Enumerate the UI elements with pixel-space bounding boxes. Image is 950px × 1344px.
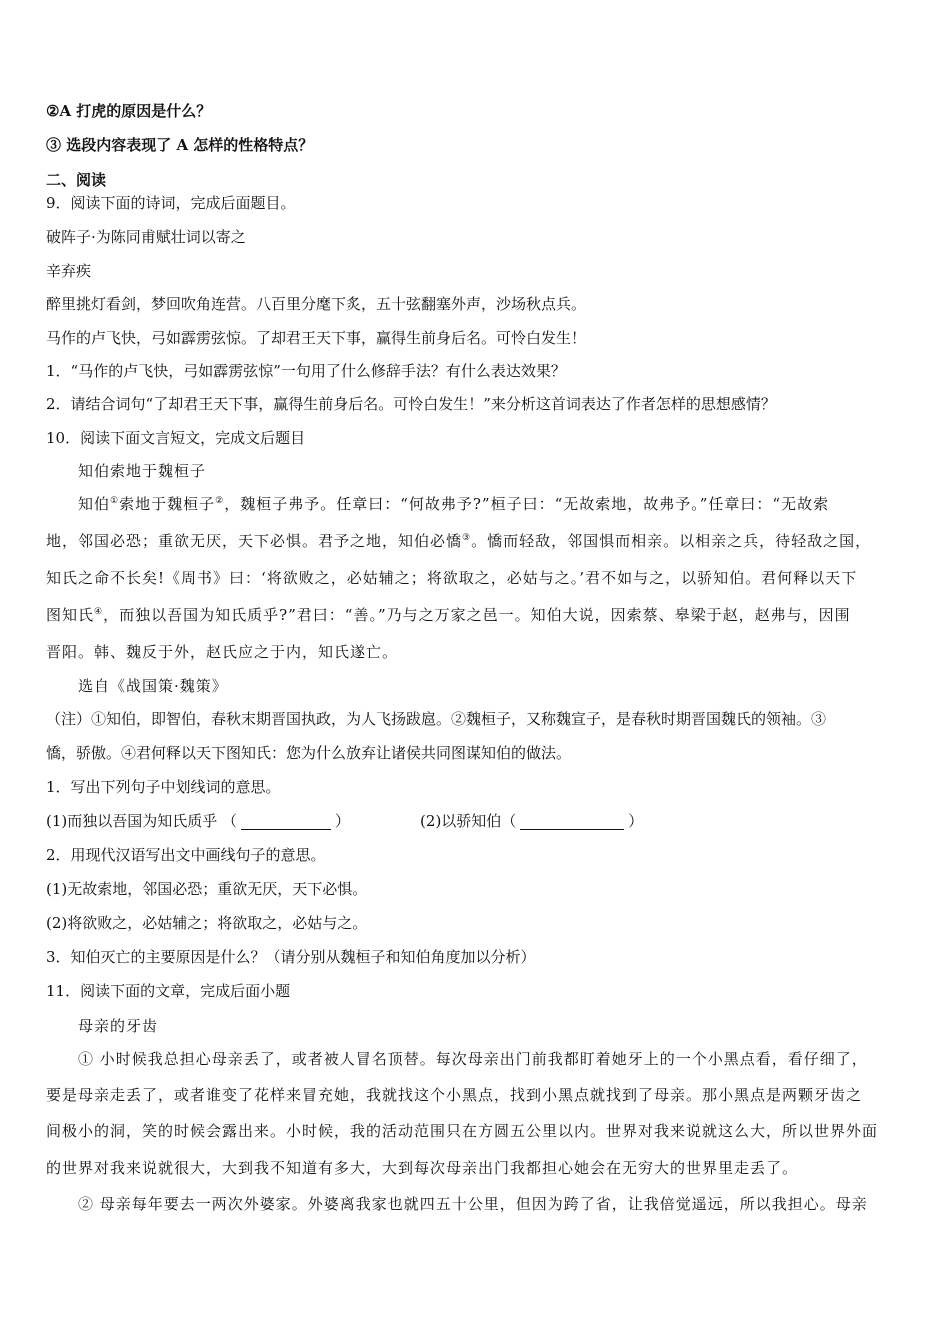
- q11-para1-line1: ① 小时候我总担心母亲丢了，或者被人冒名顶替。每次母亲出门前我都盯着她牙上的一个小黑点看，看仔细了，: [78, 1050, 868, 1068]
- q10-note-line1: （注）①知伯，即智伯，春秋末期晋国执政，为人飞扬跋扈。②魏桓子，又称魏宣子，是春秋时期晋国魏氏的领袖。③: [46, 710, 827, 728]
- q11-title: 母亲的牙齿: [78, 1017, 159, 1035]
- q10-source: 选自《战国策·魏策》: [78, 677, 228, 695]
- q10-passage-line4: 图知氏④，而独以吾国为知氏质乎?”君曰：“善。”乃与之万家之邑一。知伯大说，因索蔡、皋梁于赵，赵弗与，因围: [46, 606, 851, 624]
- q11-para1-line3: 间极小的洞，笑的时候会露出来。小时候，我的活动范围只在方圆五公里以内。世界对我来说就这么大，所以世界外面: [46, 1122, 879, 1140]
- q10-passage-line1: 知伯①索地于魏桓子②，魏桓子弗予。任章曰：“何故弗予?”桓子曰：“无故索地，故弗予。”任章曰：“无故索: [78, 495, 830, 513]
- q8-sub2: ②A 打虎的原因是什么？: [46, 102, 212, 120]
- q10-passage-line3: 知氏之命不长矣!《周书》曰：‘将欲败之，必姑辅之；将欲取之，必姑与之。’君不如与之，以骄知伯。君何释以天下: [46, 569, 858, 587]
- q10-sub2-item1: (1)无故索地，邻国必恐；重欲无厌，天下必惧。: [46, 880, 368, 898]
- q8-sub3: ③ 选段内容表现了 A 怎样的性格特点？: [46, 136, 314, 154]
- q10-sub2: 2．用现代汉语写出文中画线句子的意思。: [46, 846, 326, 864]
- q11-stem: 11．阅读下面的文章，完成后面小题: [46, 982, 291, 1000]
- q10-sub1-items: (1)而独以吾国为知氏质乎 （ ） (2)以骄知伯（ ）: [46, 812, 644, 830]
- q11-para1-line2: 要是母亲走丢了，或者谁变了花样来冒充她，我就找这个小黑点，找到小黑点就找到了母亲。那小黑点是两颗牙齿之: [46, 1086, 863, 1104]
- section2-title: 二、阅读: [46, 171, 107, 189]
- q10-note-line2: 憍，骄傲。④君何释以天下图知氏：您为什么放弃让诸侯共同图谋知伯的做法。: [46, 744, 572, 762]
- q10-passage-line5: 晋阳。韩、魏反于外，赵氏应之于内，知氏遂亡。: [46, 643, 399, 661]
- q9-poem-title: 破阵子·为陈同甫赋壮词以寄之: [46, 228, 246, 246]
- q9-poem-line1: 醉里挑灯看剑，梦回吹角连营。八百里分麾下炙，五十弦翻塞外声，沙场秋点兵。: [46, 295, 587, 313]
- q10-title: 知伯索地于魏桓子: [78, 462, 207, 480]
- answer-blank-1[interactable]: [241, 815, 331, 830]
- q11-para2-line1: ② 母亲每年要去一两次外婆家。外婆离我家也就四五十公里，但因为跨了省，让我倍觉遥远，所以我担心。母亲: [78, 1195, 868, 1213]
- q10-passage-line2: 地，邻国必恐；重欲无厌，天下必惧。君予之地，知伯必憍③。憍而轻敌，邻国惧而相亲。以相亲之兵，待轻敌之国，: [46, 532, 872, 550]
- q9-sub2: 2．请结合词句“了却君王天下事，赢得生前身后名。可怜白发生！”来分析这首词表达了作者怎样的思想感情？: [46, 395, 776, 413]
- q10-sub3: 3．知伯灭亡的主要原因是什么？（请分别从魏桓子和知伯角度加以分析）: [46, 948, 536, 966]
- answer-blank-2[interactable]: [520, 815, 624, 830]
- q9-stem: 9．阅读下面的诗词，完成后面题目。: [46, 194, 296, 212]
- q9-sub1: 1．“马作的卢飞快，弓如霹雳弦惊”一句用了什么修辞手法？有什么表达效果？: [46, 362, 566, 380]
- q9-author: 辛弃疾: [46, 262, 92, 280]
- q11-para1-line4: 的世界对我来说就很大，大到我不知道有多大，大到每次母亲出门我都担心她会在无穷大的世界里走丢了。: [46, 1159, 799, 1177]
- q10-sub1: 1．写出下列句子中划线词的意思。: [46, 778, 281, 796]
- q9-poem-line2: 马作的卢飞快，弓如霹雳弦惊。了却君王天下事，赢得生前身后名。可怜白发生！: [46, 329, 587, 347]
- q10-sub2-item2: (2)将欲败之，必姑辅之；将欲取之，必姑与之。: [46, 914, 368, 932]
- q10-stem: 10．阅读下面文言短文，完成文后题目: [46, 429, 306, 447]
